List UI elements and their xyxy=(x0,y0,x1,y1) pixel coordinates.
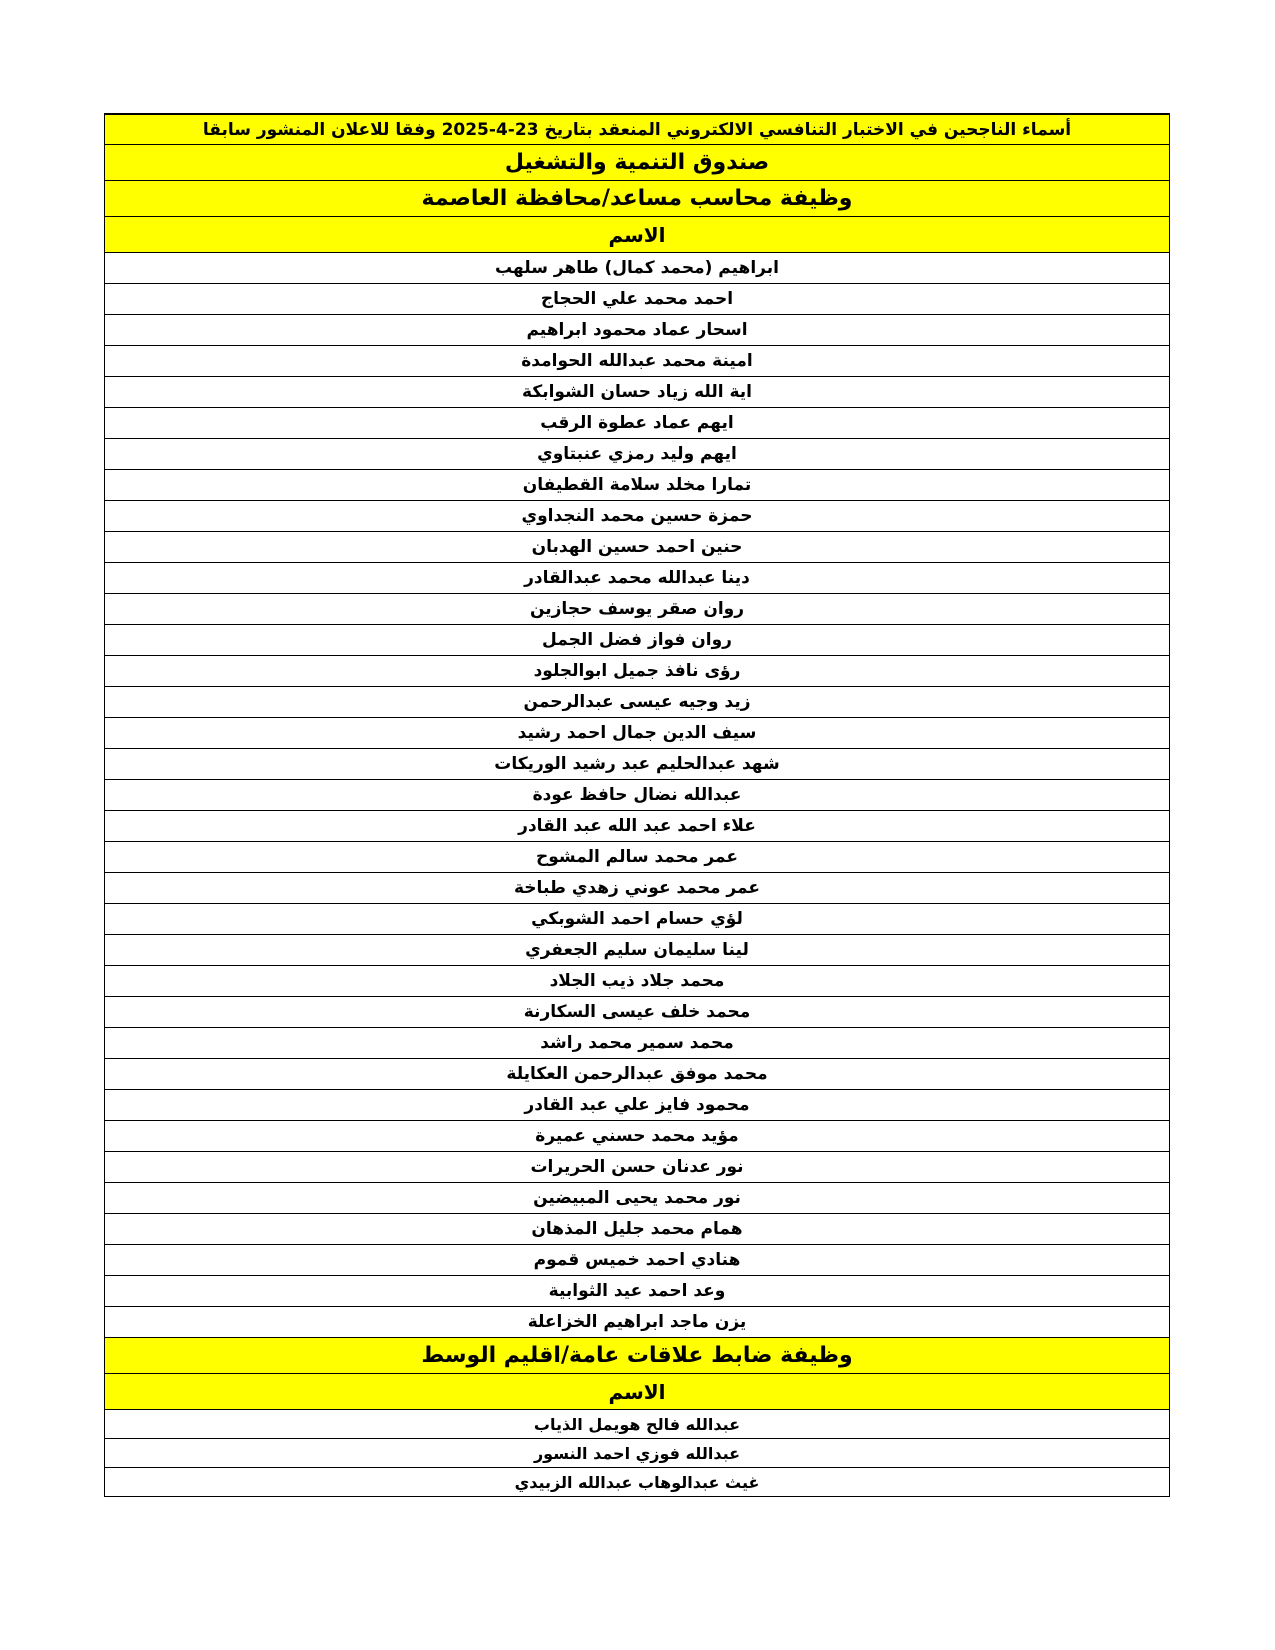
table-row xyxy=(105,470,1170,501)
table-row xyxy=(105,625,1170,656)
candidate-name: رؤى نافذ جميل ابوالجلود xyxy=(105,656,1170,687)
section-title: وظيفة محاسب مساعد/محافظة العاصمة xyxy=(105,181,1170,217)
candidate-name: عمر محمد سالم المشوح xyxy=(105,842,1170,873)
column-header-row xyxy=(105,1374,1170,1410)
candidate-name: تمارا مخلد سلامة القطيفان xyxy=(105,470,1170,501)
candidate-name: اية الله زياد حسان الشوابكة xyxy=(105,377,1170,408)
column-header-row xyxy=(105,217,1170,253)
table-row xyxy=(105,687,1170,718)
candidate-name: وعد احمد عيد الثوابية xyxy=(105,1276,1170,1307)
candidate-name: زيد وجيه عيسى عبدالرحمن xyxy=(105,687,1170,718)
table-row xyxy=(105,439,1170,470)
candidate-name: محمد موفق عبدالرحمن العكايلة xyxy=(105,1059,1170,1090)
candidate-name: امينة محمد عبدالله الحوامدة xyxy=(105,346,1170,377)
table-row xyxy=(105,1183,1170,1214)
candidate-name: روان صقر يوسف حجازين xyxy=(105,594,1170,625)
table-row xyxy=(105,1152,1170,1183)
candidate-name: عبدالله فوزي احمد النسور xyxy=(105,1439,1170,1468)
table-row xyxy=(105,1121,1170,1152)
candidate-name: مؤيد محمد حسني عميرة xyxy=(105,1121,1170,1152)
section-title: وظيفة ضابط علاقات عامة/اقليم الوسط xyxy=(105,1338,1170,1374)
table-row xyxy=(105,1059,1170,1090)
table-row xyxy=(105,718,1170,749)
table-row xyxy=(105,315,1170,346)
column-header-name: الاسم xyxy=(105,217,1170,253)
candidate-name: ايهم عماد عطوة الرقب xyxy=(105,408,1170,439)
candidate-name: روان فواز فضل الجمل xyxy=(105,625,1170,656)
table-row xyxy=(105,1245,1170,1276)
candidate-name: لينا سليمان سليم الجعفري xyxy=(105,935,1170,966)
table-row xyxy=(105,1276,1170,1307)
candidate-name: حمزة حسين محمد النجداوي xyxy=(105,501,1170,532)
table-row xyxy=(105,904,1170,935)
table-row xyxy=(105,935,1170,966)
table-row xyxy=(105,532,1170,563)
candidate-name: ابراهيم (محمد كمال) طاهر سلهب xyxy=(105,253,1170,284)
results-table xyxy=(104,113,1170,1497)
table-row xyxy=(105,563,1170,594)
table-row xyxy=(105,1468,1170,1497)
table-row xyxy=(105,1307,1170,1338)
table-row xyxy=(105,811,1170,842)
main-title-row xyxy=(105,114,1170,145)
table-row xyxy=(105,873,1170,904)
table-row xyxy=(105,408,1170,439)
column-header-name: الاسم xyxy=(105,1374,1170,1410)
organization-row xyxy=(105,145,1170,181)
candidate-name: اسحار عماد محمود ابراهيم xyxy=(105,315,1170,346)
candidate-name: نور عدنان حسن الحريرات xyxy=(105,1152,1170,1183)
table-row xyxy=(105,780,1170,811)
candidate-name: محمد جلاد ذيب الجلاد xyxy=(105,966,1170,997)
candidate-name: همام محمد جليل المذهان xyxy=(105,1214,1170,1245)
table-row xyxy=(105,1439,1170,1468)
table-row xyxy=(105,966,1170,997)
candidate-name: سيف الدين جمال احمد رشيد xyxy=(105,718,1170,749)
candidate-name: يزن ماجد ابراهيم الخزاعلة xyxy=(105,1307,1170,1338)
table-row xyxy=(105,749,1170,780)
candidate-name: لؤي حسام احمد الشوبكي xyxy=(105,904,1170,935)
organization-name: صندوق التنمية والتشغيل xyxy=(105,145,1170,181)
table-row xyxy=(105,1214,1170,1245)
table-row xyxy=(105,1090,1170,1121)
candidate-name: نور محمد يحيى المبيضين xyxy=(105,1183,1170,1214)
candidate-name: محمد سمير محمد راشد xyxy=(105,1028,1170,1059)
candidate-name: عمر محمد عوني زهدي طباخة xyxy=(105,873,1170,904)
candidate-name: محمد خلف عيسى السكارنة xyxy=(105,997,1170,1028)
table-row xyxy=(105,1410,1170,1439)
table-row xyxy=(105,656,1170,687)
table-row xyxy=(105,594,1170,625)
candidate-name: شهد عبدالحليم عبد رشيد الوريكات xyxy=(105,749,1170,780)
table-row xyxy=(105,284,1170,315)
table-row xyxy=(105,346,1170,377)
candidate-name: غيث عبدالوهاب عبدالله الزبيدي xyxy=(105,1468,1170,1497)
table-row xyxy=(105,842,1170,873)
candidate-name: علاء احمد عبد الله عبد القادر xyxy=(105,811,1170,842)
section-title-row xyxy=(105,1338,1170,1374)
candidate-name: عبدالله فالح هويمل الذياب xyxy=(105,1410,1170,1439)
main-title: أسماء الناجحين في الاختبار التنافسي الالكتروني المنعقد بتاريخ 23-4-2025 وفقا للاعلان المنشور سابقا xyxy=(105,114,1170,145)
table-row xyxy=(105,253,1170,284)
candidate-name: دينا عبدالله محمد عبدالقادر xyxy=(105,563,1170,594)
candidate-name: محمود فايز علي عبد القادر xyxy=(105,1090,1170,1121)
table-row xyxy=(105,997,1170,1028)
candidate-name: ايهم وليد رمزي عنبتاوي xyxy=(105,439,1170,470)
candidate-name: حنين احمد حسين الهدبان xyxy=(105,532,1170,563)
table-row xyxy=(105,1028,1170,1059)
candidate-name: احمد محمد علي الحجاج xyxy=(105,284,1170,315)
candidate-name: عبدالله نضال حافظ عودة xyxy=(105,780,1170,811)
table-row xyxy=(105,377,1170,408)
table-row xyxy=(105,501,1170,532)
candidate-name: هنادي احمد خميس قموم xyxy=(105,1245,1170,1276)
section-title-row xyxy=(105,181,1170,217)
